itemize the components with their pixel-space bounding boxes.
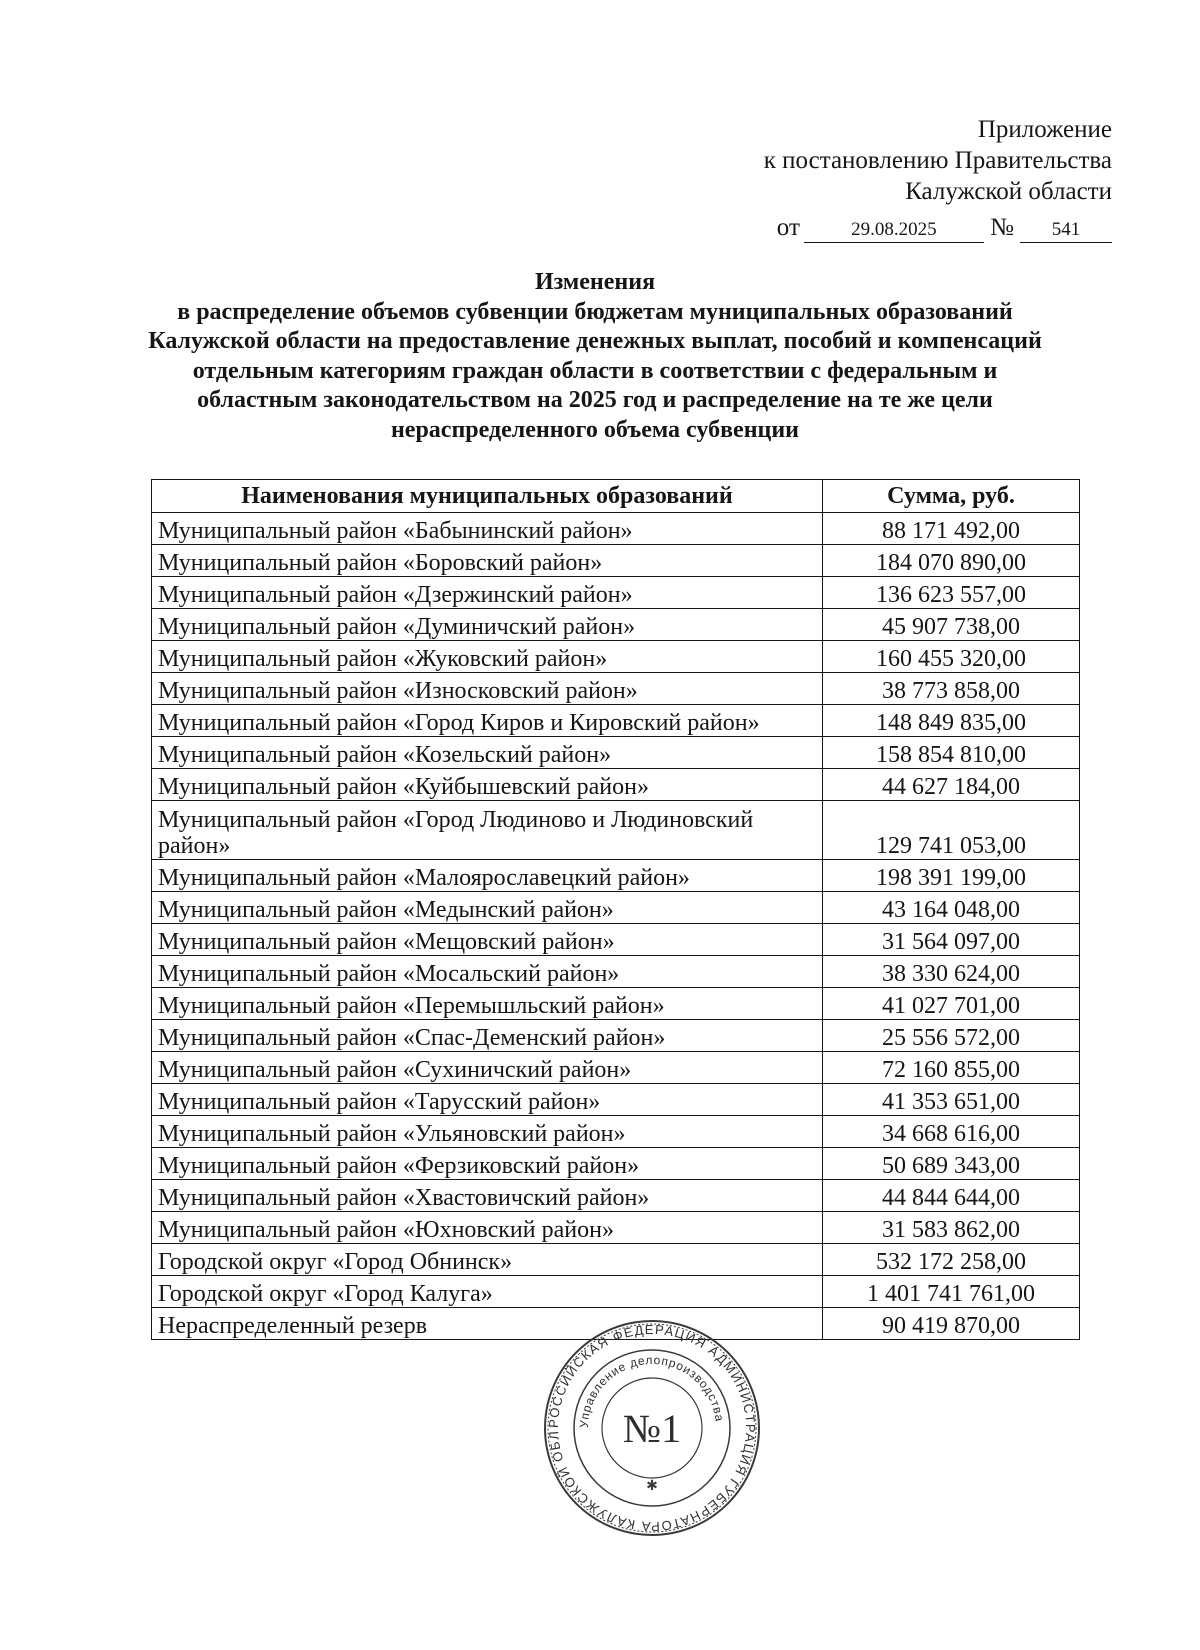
municipality-name: Муниципальный район «Малоярославецкий район»: [152, 860, 823, 892]
table-row: [152, 860, 1080, 892]
table-row: [152, 513, 1080, 545]
table-row: [152, 673, 1080, 705]
resolution-date: 29.08.2025: [804, 218, 984, 243]
table-row: [152, 737, 1080, 769]
subvention-sum: 31 564 097,00: [823, 924, 1080, 956]
subvention-sum: 41 353 651,00: [823, 1084, 1080, 1116]
table-row: [152, 1180, 1080, 1212]
subvention-sum: 532 172 258,00: [823, 1244, 1080, 1276]
table-row: [152, 956, 1080, 988]
subvention-sum: 38 330 624,00: [823, 956, 1080, 988]
table-row: [152, 988, 1080, 1020]
appendix-reference-line: [764, 212, 1112, 243]
municipality-name: Муниципальный район «Ферзиковский район»: [152, 1148, 823, 1180]
number-label: №: [990, 214, 1014, 241]
appendix-region-line: Калужской области: [905, 178, 1112, 205]
municipality-name: Муниципальный район «Думиничский район»: [152, 609, 823, 641]
table-row: [152, 1244, 1080, 1276]
subvention-sum: 31 583 862,00: [823, 1212, 1080, 1244]
title-line: отдельным категориям граждан области в соответствии с федеральным и: [192, 357, 998, 384]
resolution-number: 541: [1020, 218, 1112, 243]
subvention-sum: 43 164 048,00: [823, 892, 1080, 924]
title-line: нераспределенного объема субвенции: [390, 416, 800, 443]
table-row: [152, 1116, 1080, 1148]
table-row: [152, 545, 1080, 577]
subvention-sum: 34 668 616,00: [823, 1116, 1080, 1148]
table-row: [152, 924, 1080, 956]
subvention-sum: 184 070 890,00: [823, 545, 1080, 577]
table-row: [152, 705, 1080, 737]
title-line: в распределение объемов субвенции бюджетам муниципальных образований: [177, 298, 1013, 325]
subvention-sum: 50 689 343,00: [823, 1148, 1080, 1180]
subvention-sum: 45 907 738,00: [823, 609, 1080, 641]
table-row: [152, 892, 1080, 924]
distribution-table: [151, 479, 1080, 1340]
subvention-sum: 158 854 810,00: [823, 737, 1080, 769]
municipality-name: Городской округ «Город Обнинск»: [152, 1244, 823, 1276]
municipality-name: Муниципальный район «Спас-Деменский район»: [152, 1020, 823, 1052]
official-seal: [542, 1318, 762, 1538]
municipality-name: Муниципальный район «Мещовский район»: [152, 924, 823, 956]
subvention-sum: 44 627 184,00: [823, 769, 1080, 801]
municipality-name: Муниципальный район «Ульяновский район»: [152, 1116, 823, 1148]
subvention-sum: 88 171 492,00: [823, 513, 1080, 545]
municipality-name: Муниципальный район «Износковский район»: [152, 673, 823, 705]
municipality-name: Муниципальный район «Медынский район»: [152, 892, 823, 924]
header-sum: Сумма, руб.: [823, 480, 1080, 513]
table-row: [152, 1084, 1080, 1116]
seal-inner-text: Управление делопроизводства: [576, 1352, 727, 1429]
subvention-sum: 41 027 701,00: [823, 988, 1080, 1020]
municipality-name: Муниципальный район «Город Людиново и Людиновский район»: [152, 801, 823, 860]
table-row: [152, 609, 1080, 641]
table-header-row: [152, 480, 1080, 513]
municipality-name: Нераспределенный резерв: [152, 1308, 823, 1340]
seal-outer-text: РОССИЙСКАЯ ФЕДЕРАЦИЯ АДМИНИСТРАЦИЯ ГУБЕРНАТОРА КАЛУЖСКОЙ ОБЛ: [545, 1321, 759, 1535]
municipality-name: Муниципальный район «Перемышльский район»: [152, 988, 823, 1020]
table-row: [152, 1212, 1080, 1244]
municipality-name: Муниципальный район «Куйбышевский район»: [152, 769, 823, 801]
subvention-sum: 136 623 557,00: [823, 577, 1080, 609]
seal-graphic: [542, 1318, 762, 1538]
municipality-name: Муниципальный район «Хвастовичский район»: [152, 1180, 823, 1212]
appendix-resolution-line: к постановлению Правительства: [763, 147, 1112, 174]
subvention-sum: 1 401 741 761,00: [823, 1276, 1080, 1308]
table-row: [152, 801, 1080, 860]
subvention-sum: 148 849 835,00: [823, 705, 1080, 737]
municipality-name: Городской округ «Город Калуга»: [152, 1276, 823, 1308]
table-row: [152, 1276, 1080, 1308]
subvention-sum: 38 773 858,00: [823, 673, 1080, 705]
subvention-sum: 90 419 870,00: [823, 1308, 1080, 1340]
municipality-name: Муниципальный район «Козельский район»: [152, 737, 823, 769]
seal-number: №1: [622, 1406, 682, 1451]
table-row: [152, 641, 1080, 673]
subvention-sum: 129 741 053,00: [823, 801, 1080, 860]
table-row: [152, 1052, 1080, 1084]
subvention-sum: 160 455 320,00: [823, 641, 1080, 673]
municipality-name: Муниципальный район «Бабынинский район»: [152, 513, 823, 545]
title-line: областным законодательством на 2025 год и распределение на те же цели: [197, 387, 993, 413]
municipality-name: Муниципальный район «Дзержинский район»: [152, 577, 823, 609]
table-row: [152, 769, 1080, 801]
table-row: [152, 1020, 1080, 1052]
table-row: [152, 577, 1080, 609]
appendix-header: [764, 114, 1112, 243]
subvention-sum: 72 160 855,00: [823, 1052, 1080, 1084]
municipality-name: Муниципальный район «Мосальский район»: [152, 956, 823, 988]
municipality-name: Муниципальный район «Тарусский район»: [152, 1084, 823, 1116]
header-municipality: Наименования муниципальных образований: [152, 480, 823, 513]
subvention-sum: 44 844 644,00: [823, 1180, 1080, 1212]
table-row: [152, 1148, 1080, 1180]
municipality-name: Муниципальный район «Боровский район»: [152, 545, 823, 577]
municipality-name: Муниципальный район «Юхновский район»: [152, 1212, 823, 1244]
from-label: от: [776, 214, 800, 241]
seal-star-icon: ✱: [646, 1478, 658, 1494]
subvention-sum: 198 391 199,00: [823, 860, 1080, 892]
appendix-label: Приложение: [977, 116, 1112, 143]
municipality-name: Муниципальный район «Сухиничский район»: [152, 1052, 823, 1084]
municipality-name: Муниципальный район «Жуковский район»: [152, 641, 823, 673]
subvention-sum: 25 556 572,00: [823, 1020, 1080, 1052]
title-line: Калужской области на предоставление денежных выплат, пособий и компенсаций: [148, 328, 1042, 354]
document-title: [110, 268, 1080, 445]
title-heading: Изменения: [534, 269, 656, 295]
municipality-name: Муниципальный район «Город Киров и Кировский район»: [152, 705, 823, 737]
